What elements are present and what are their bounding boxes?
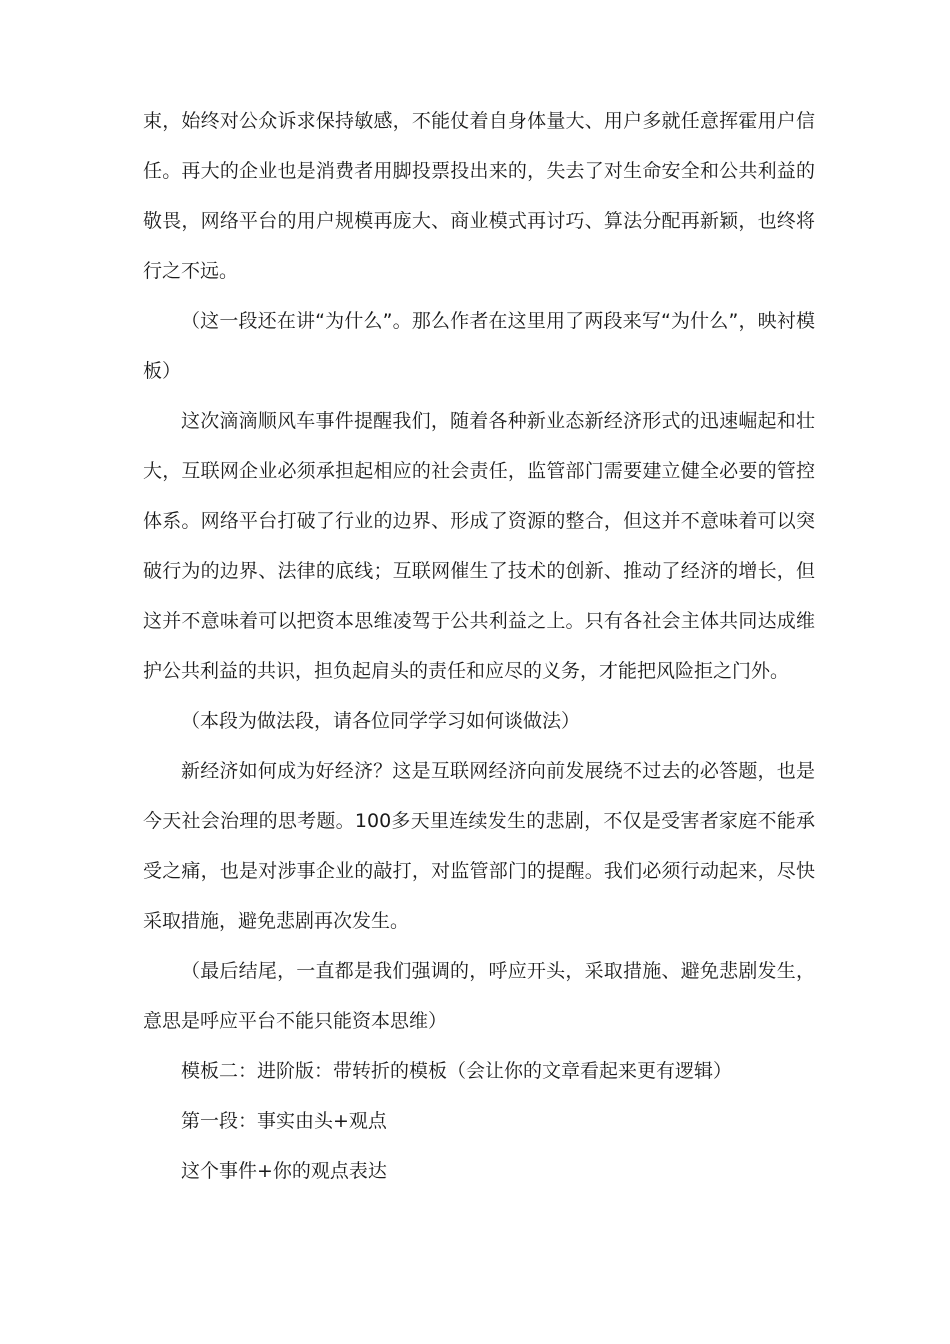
- paragraph-new-economy: 新经济如何成为好经济？这是互联网经济向前发展绕不过去的必答题，也是今天社会治理的思考题。100多天里连续发生的悲剧，不仅是受害者家庭不能承受之痛，也是对涉事企业的敲打，对监管部门的提醒。我们必须行动起来，尽快采取措施，避免悲剧再次发生。: [143, 760, 815, 932]
- paragraph-note-why: （这一段还在讲“为什么”。那么作者在这里用了两段来写“为什么”，映衬模板）: [143, 310, 815, 382]
- paragraph-didi-lesson: 这次滴滴顺风车事件提醒我们，随着各种新业态新经济形式的迅速崛起和壮大，互联网企业必须承担起相应的社会责任，监管部门需要建立健全必要的管控体系。网络平台打破了行业的边界、形成了资源的整合，但这并不意味着可以突破行为的边界、法律的底线；互联网催生了技术的创新、推动了经济的增长，但这并不意味着可以把资本思维凌驾于公共利益之上。只有各社会主体共同达成维护公共利益的共识，担负起肩头的责任和应尽的义务，才能把风险拒之门外。: [143, 410, 815, 682]
- paragraph-event-plus-opinion: 这个事件+你的观点表达: [181, 1160, 387, 1182]
- paragraph-note-method: （本段为做法段，请各位同学学习如何谈做法）: [181, 710, 581, 732]
- paragraph-first-section: 第一段：事实由头+观点: [181, 1110, 387, 1132]
- paragraph-responsibility-continuation: 束，始终对公众诉求保持敏感，不能仗着自身体量大、用户多就任意挥霍用户信任。再大的企业也是消费者用脚投票投出来的，失去了对生命安全和公共利益的敬畏，网络平台的用户规模再庞大、商业模式再讨巧、算法分配再新颖，也终将行之不远。: [143, 110, 815, 282]
- paragraph-note-ending: （最后结尾，一直都是我们强调的，呼应开头，采取措施、避免悲剧发生，意思是呼应平台不能只能资本思维）: [143, 960, 815, 1032]
- document-body: [143, 96, 815, 1196]
- paragraph-template-two-heading: 模板二：进阶版：带转折的模板（会让你的文章看起来更有逻辑）: [181, 1060, 733, 1082]
